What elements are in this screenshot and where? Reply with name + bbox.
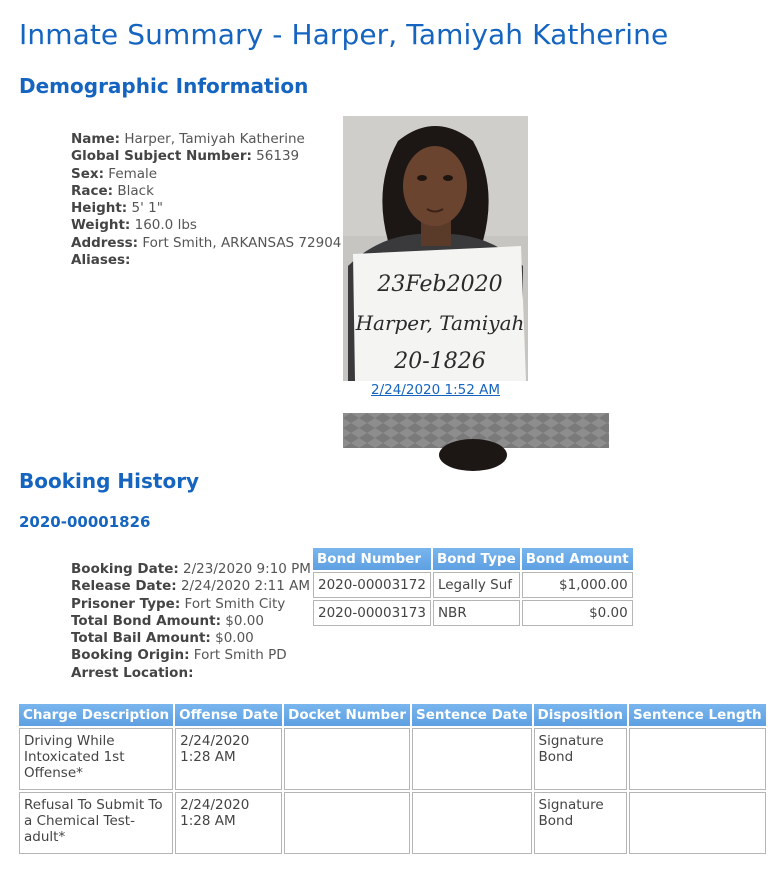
- charge-description-cell: Refusal To Submit To a Chemical Test-adult*: [19, 792, 173, 854]
- offense-date-cell: 2/24/2020 1:28 AM: [175, 792, 282, 854]
- table-row: [19, 728, 766, 790]
- prisoner-type-row: Prisoner Type: Fort Smith City: [71, 595, 286, 612]
- sentence-length-cell: [629, 728, 766, 790]
- demographic-heading: Demographic Information: [19, 74, 309, 98]
- page-title: Inmate Summary - Harper, Tamiyah Katherine: [19, 18, 669, 51]
- mugshot-photo[interactable]: [343, 116, 528, 381]
- charge-table: [17, 702, 768, 856]
- charge-header-row: [19, 704, 766, 726]
- sentence-length-cell: [629, 792, 766, 854]
- bond-amount-cell: $1,000.00: [522, 572, 633, 598]
- table-row: [313, 572, 633, 598]
- docket-number-header: Docket Number: [284, 704, 410, 726]
- board-line-number: 20-1826: [394, 349, 486, 374]
- sentence-date-cell: [412, 792, 532, 854]
- sentence-date-header: Sentence Date: [412, 704, 532, 726]
- charge-description-cell: Driving While Intoxicated 1st Offense*: [19, 728, 173, 790]
- mugshot-illustration: [343, 116, 528, 381]
- bond-table: [311, 546, 635, 628]
- sentence-date-cell: [412, 728, 532, 790]
- sex-row: Sex: Female: [71, 165, 158, 182]
- bond-header-row: [313, 548, 633, 570]
- docket-number-cell: [284, 728, 410, 790]
- arrest-location-row: Arrest Location:: [71, 664, 194, 681]
- total-bail-row: Total Bail Amount: $0.00: [71, 630, 254, 647]
- release-date-row: Release Date: 2/24/2020 2:11 AM: [71, 578, 310, 595]
- booking-origin-row: Booking Origin: Fort Smith PD: [71, 647, 287, 664]
- offense-date-cell: 2/24/2020 1:28 AM: [175, 728, 282, 790]
- second-photo[interactable]: [343, 413, 609, 448]
- bond-type-cell: Legally Suf: [433, 572, 520, 598]
- bond-number-cell: 2020-00003172: [313, 572, 431, 598]
- board-line-date: 23Feb2020: [377, 272, 503, 297]
- table-row: [19, 792, 766, 854]
- booking-history-heading: Booking History: [19, 469, 200, 493]
- total-bond-row: Total Bond Amount: $0.00: [71, 612, 264, 629]
- bond-type-header: Bond Type: [433, 548, 520, 570]
- offense-date-header: Offense Date: [175, 704, 282, 726]
- photo-timestamp-link[interactable]: 2/24/2020 1:52 AM: [371, 382, 501, 398]
- weight-row: Weight: 160.0 lbs: [71, 217, 197, 234]
- demographic-info: [71, 131, 341, 269]
- docket-number-cell: [284, 792, 410, 854]
- charge-description-header: Charge Description: [19, 704, 173, 726]
- aliases-row: Aliases:: [71, 252, 131, 269]
- booking-info: [71, 561, 311, 682]
- booking-number: 2020-00001826: [19, 513, 151, 531]
- bond-number-header: Bond Number: [313, 548, 431, 570]
- disposition-cell: Signature Bond: [534, 792, 627, 854]
- subject-number-row: Global Subject Number: 56139: [71, 148, 300, 165]
- disposition-header: Disposition: [534, 704, 627, 726]
- table-row: [313, 600, 633, 626]
- photo-background: [343, 413, 609, 448]
- race-row: Race: Black: [71, 182, 154, 199]
- bond-number-cell: 2020-00003173: [313, 600, 431, 626]
- name-row: Name: Harper, Tamiyah Katherine: [71, 131, 305, 147]
- booking-date-row: Booking Date: 2/23/2020 9:10 PM: [71, 561, 311, 577]
- height-row: Height: 5' 1": [71, 200, 163, 217]
- bond-amount-header: Bond Amount: [522, 548, 633, 570]
- bond-type-cell: NBR: [433, 600, 520, 626]
- address-row: Address: Fort Smith, ARKANSAS 72904: [71, 234, 342, 251]
- bond-amount-cell: $0.00: [522, 600, 633, 626]
- sentence-length-header: Sentence Length: [629, 704, 766, 726]
- board-line-name: Harper, Tamiyah: [355, 311, 525, 335]
- disposition-cell: Signature Bond: [534, 728, 627, 790]
